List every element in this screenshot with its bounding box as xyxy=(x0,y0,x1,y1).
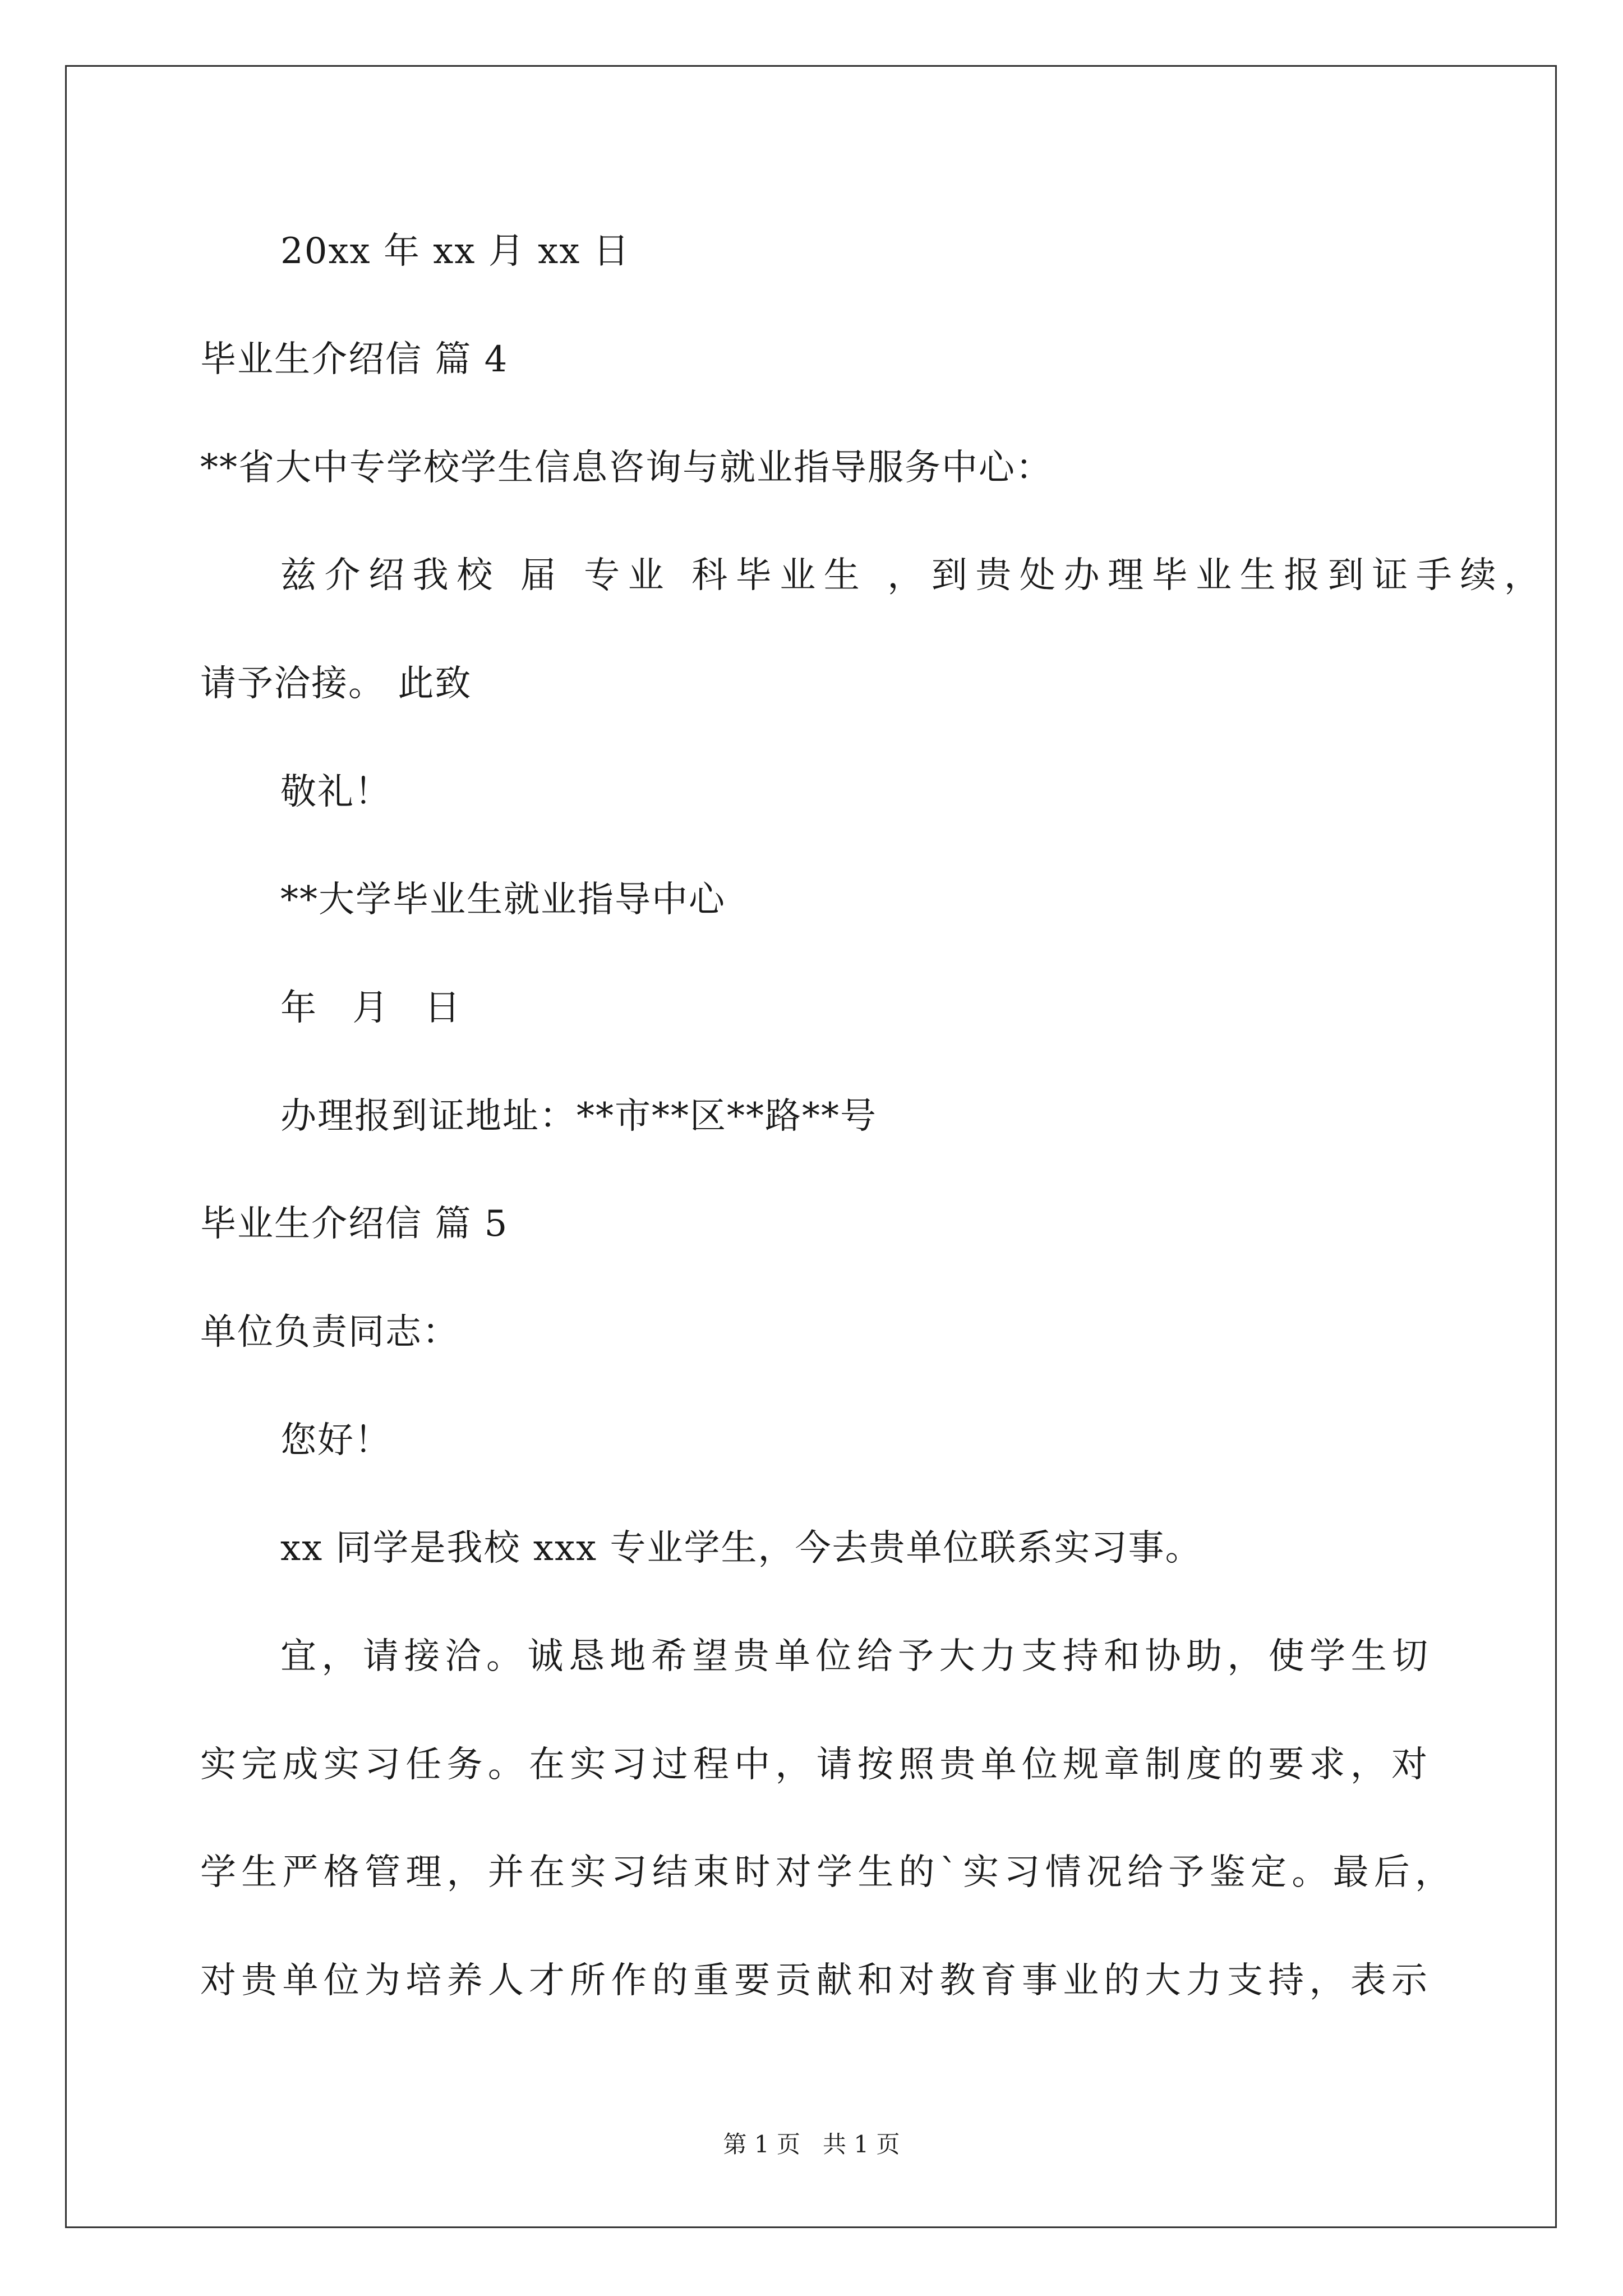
body-paragraph: 请予洽接。 此致 xyxy=(200,663,472,705)
signature-date: 年 月 日 xyxy=(280,987,462,1029)
body-paragraph: 宜，请接洽。诚恳地希望贵单位给予大力支持和协助，使学生切 xyxy=(280,1636,1429,1677)
address-line: 办理报到证地址：**市**区**路**号 xyxy=(280,1096,877,1137)
page-border xyxy=(65,65,1557,2228)
closing-salutation: 敬礼！ xyxy=(280,771,391,813)
page-footer: 第 1 页 共 1 页 xyxy=(723,2131,900,2158)
signature-line: **大学毕业生就业指导中心 xyxy=(280,879,726,921)
greeting-line: 您好！ xyxy=(280,1420,391,1461)
date-line: 20xx 年 xx 月 xx 日 xyxy=(280,231,630,272)
section-heading-5: 毕业生介绍信 篇 5 xyxy=(200,1203,509,1245)
body-paragraph: 学生严格管理，并在实习结束时对学生的`实习情况给予鉴定。最后， xyxy=(200,1852,1452,1893)
body-paragraph: 对贵单位为培养人才所作的重要贡献和对教育事业的大力支持，表示 xyxy=(200,1960,1428,2001)
body-paragraph: 兹介绍我校 届 专业 科毕业生 ，到贵处办理毕业生报到证手续， xyxy=(280,555,1541,596)
recipient-line: 单位负责同志： xyxy=(200,1312,459,1353)
body-paragraph: xx 同学是我校 xxx 专业学生，今去贵单位联系实习事。 xyxy=(280,1527,1202,1569)
body-paragraph: 实完成实习任务。在实习过程中，请按照贵单位规章制度的要求，对 xyxy=(200,1744,1428,1786)
recipient-line: **省大中专学校学生信息咨询与就业指导服务中心： xyxy=(200,447,1053,489)
section-heading-4: 毕业生介绍信 篇 4 xyxy=(200,339,509,380)
